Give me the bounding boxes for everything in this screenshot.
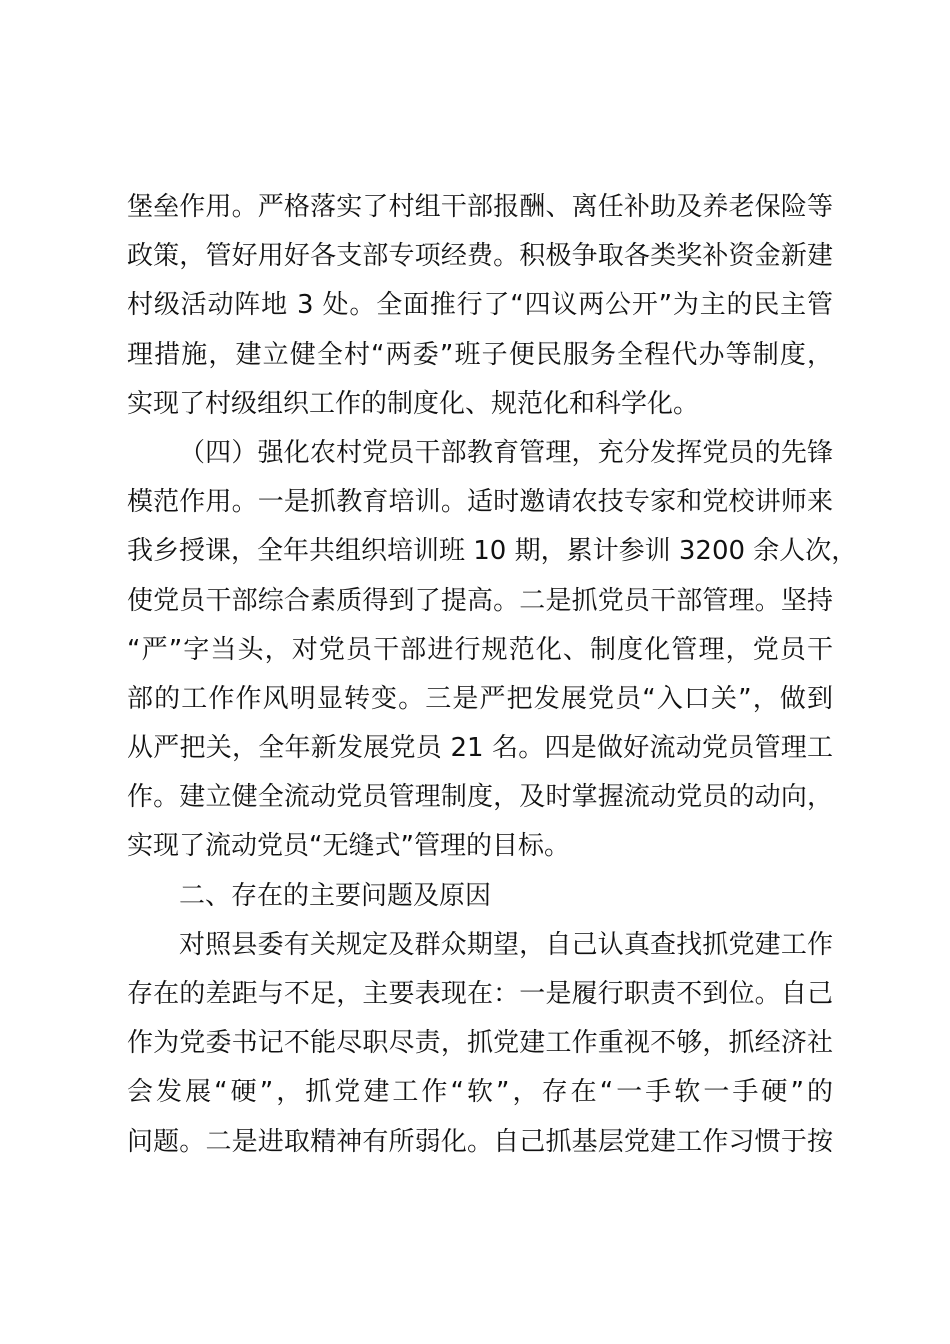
text-line: （四）强化农村党员干部教育管理，充分发挥党员的先锋 <box>179 437 833 468</box>
text-line: 堡垒作用。严格落实了村组干部报酬、离任补助及养老保险等 <box>127 192 833 222</box>
text-line: 实现了村级组织工作的制度化、规范化和科学化。 <box>127 388 700 419</box>
text-line: 部的工作作风明显转变。三是严把发展党员“入口关”，做到 <box>127 683 833 714</box>
text-line: 对照县委有关规定及群众期望，自己认真查找抓党建工作 <box>179 929 833 960</box>
text-line: 实现了流动党员“无缝式”管理的目标。 <box>127 831 570 862</box>
text-line: “严”字当头，对党员干部进行规范化、制度化管理，党员干 <box>127 634 833 665</box>
text-line: 作为党委书记不能尽职尽责，抓党建工作重视不够，抓经济社 <box>127 1028 833 1059</box>
text-line: 会发展“硬”，抓党建工作“软”，存在“一手软一手硬”的 <box>127 1077 833 1108</box>
text-line: 二、存在的主要问题及原因 <box>179 880 492 911</box>
text-line: 模范作用。一是抓教育培训。适时邀请农技专家和党校讲师来 <box>127 487 833 518</box>
text-line: 使党员干部综合素质得到了提高。二是抓党员干部管理。坚持 <box>127 585 833 616</box>
document-body <box>127 183 858 1167</box>
text-line: 我乡授课，全年共组织培训班 10 期，累计参训 3200 余人次， <box>127 536 858 567</box>
text-line: 存在的差距与不足，主要表现在：一是履行职责不到位。自己 <box>127 979 833 1009</box>
text-line: 从严把关，全年新发展党员 21 名。四是做好流动党员管理工 <box>127 733 833 764</box>
text-line: 理措施，建立健全村“两委”班子便民服务全程代办等制度， <box>127 339 833 370</box>
text-line: 作。建立健全流动党员管理制度，及时掌握流动党员的动向， <box>127 782 833 813</box>
text-line: 政策，管好用好各支部专项经费。积极争取各类奖补资金新建 <box>127 241 833 272</box>
text-line: 村级活动阵地 3 处。全面推行了“四议两公开”为主的民主管 <box>127 290 833 321</box>
text-line: 问题。二是进取精神有所弱化。自己抓基层党建工作习惯于按 <box>127 1126 833 1157</box>
